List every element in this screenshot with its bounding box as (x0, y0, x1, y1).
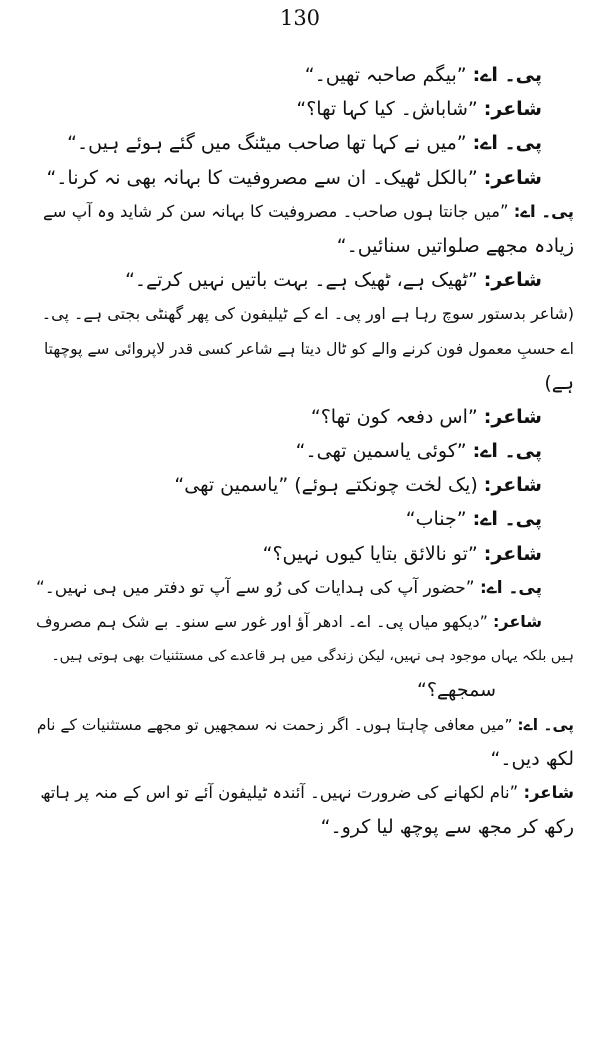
line-text: ”نام لکھانے کی ضرورت نہیں۔ آئندہ ٹیلیفون آئے تو اس کے منہ پر ہاتھ (40, 782, 524, 802)
text-line (34, 434, 574, 468)
line-text: ”شاباش۔ کیا کہا تھا؟“ (296, 98, 484, 121)
text-line (34, 229, 574, 263)
speaker-label: شاعر: (483, 405, 542, 428)
page-text (34, 58, 574, 844)
line-text: ”میں نے کہا تھا صاحب میٹنگ میں گئے ہوئے ہیں۔“ (67, 132, 473, 155)
line-text: ”دیکھو میاں پی۔ اے۔ ادھر آؤ اور غور سے سنو۔ بے شک ہم مصروف (35, 612, 493, 631)
line-text: سمجھے؟“ (417, 679, 496, 702)
text-line (34, 195, 574, 229)
text-line (34, 571, 574, 605)
line-text: ہیں بلکہ یہاں موجود ہی نہیں، لیکن زندگی میں ہر قاعدے کی مستثنیات بھی ہوتی ہیں۔ (51, 648, 574, 665)
text-line (34, 708, 574, 742)
line-text: ”تو نالائق بتایا کیوں نہیں؟“ (262, 542, 484, 565)
text-line (34, 810, 574, 844)
text-line (34, 332, 574, 366)
speaker-label: پی۔ اے: (517, 715, 574, 734)
speaker-label: شاعر: (483, 166, 542, 189)
text-line (34, 263, 574, 297)
line-text: اے حسبِ معمول فون کرنے والے کو ٹال دیتا ہے شاعر کسی قدر لاپروائی سے پوچھتا (43, 339, 574, 358)
text-line (34, 126, 574, 160)
text-line (34, 297, 574, 331)
line-text: زیادہ مجھے صلواتیں سنائیں۔“ (336, 234, 574, 257)
speaker-label: شاعر: (483, 542, 542, 565)
speaker-label: پی۔ اے: (479, 577, 542, 598)
text-line (34, 92, 574, 126)
text-line (34, 605, 574, 639)
speaker-label: شاعر: (492, 612, 542, 631)
line-text: ”بیگم صاحبہ تھیں۔“ (304, 64, 473, 86)
line-text: ”جناب“ (405, 508, 473, 531)
speaker-label: پی۔ اے: (472, 64, 542, 86)
line-text: ہے) (544, 371, 574, 394)
speaker-label: پی۔ اے: (472, 132, 542, 155)
text-line (34, 366, 574, 400)
text-line (34, 400, 574, 434)
text-line (34, 58, 574, 92)
line-text: ”میں معافی چاہتا ہوں۔ اگر زحمت نہ سمجھیں تو مجھے مستثنیات کے نام (36, 715, 518, 734)
text-line (34, 742, 574, 776)
text-line (34, 468, 574, 502)
line-text: ”ٹھیک ہے، ٹھیک ہے۔ بہت باتیں نہیں کرتے۔“ (125, 269, 484, 292)
text-line (34, 639, 574, 673)
speaker-label: پی۔ اے: (472, 440, 542, 463)
speaker-label: شاعر: (483, 98, 542, 121)
text-line (34, 776, 574, 810)
line-text: (شاعر بدستور سوچ رہا ہے اور پی۔ اے کے ٹیلیفون کی پھر گھنٹی بجتی ہے۔ پی۔ (41, 304, 574, 324)
line-text: ”اس دفعہ کون تھا؟“ (310, 405, 484, 428)
line-text: (یک لخت چونکتے ہوئے) ”یاسمین تھی“ (174, 474, 484, 497)
speaker-label: پی۔ اے: (513, 201, 574, 221)
line-text: ”بالکل ٹھیک۔ ان سے مصروفیت کا بہانہ بھی نہ کرنا۔“ (46, 166, 484, 189)
line-text: ”حضور آپ کی ہدایات کی رُو سے آپ تو دفتر میں ہی نہیں۔“ (35, 577, 480, 598)
text-line (34, 537, 574, 571)
speaker-label: شاعر: (523, 782, 574, 802)
text-line (34, 161, 574, 195)
speaker-label: پی۔ اے: (472, 508, 542, 531)
line-text: ”کوئی یاسمین تھی۔“ (295, 440, 473, 463)
line-text: ”میں جانتا ہوں صاحب۔ مصروفیت کا بہانہ سن کر شاید وہ آپ سے (43, 201, 514, 221)
text-line (34, 673, 574, 707)
speaker-label: شاعر: (483, 269, 542, 292)
line-text: لکھ دیں۔“ (490, 747, 574, 770)
line-text: رکھ کر مجھ سے پوچھ لیا کرو۔“ (320, 816, 574, 839)
text-line (34, 502, 574, 536)
page-number: 130 (279, 6, 321, 30)
speaker-label: شاعر: (483, 474, 542, 497)
